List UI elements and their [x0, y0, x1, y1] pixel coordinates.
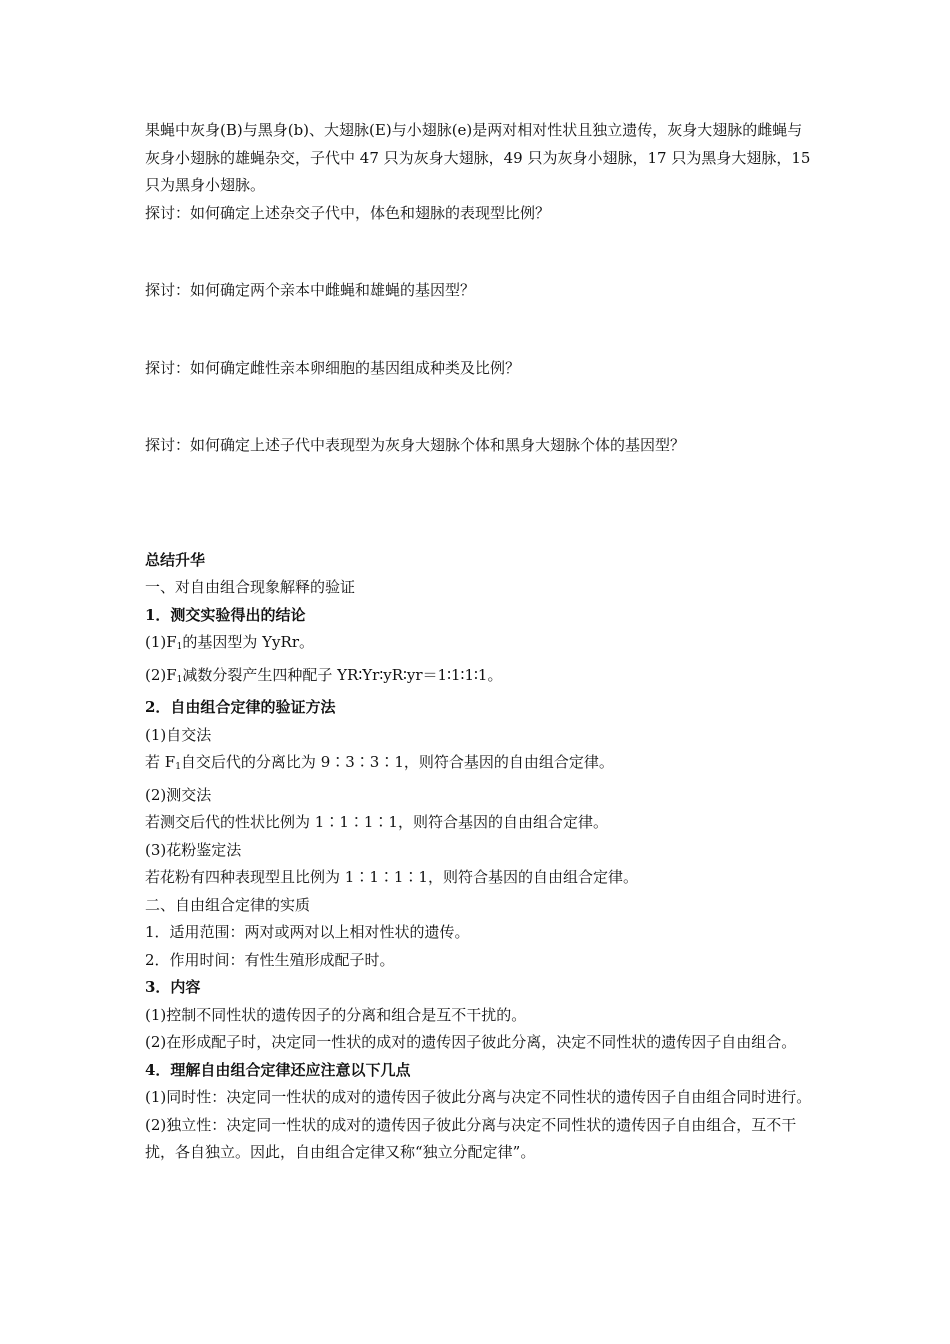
conclusion-2: $(2)F_1$减数分裂产生四种配子 YR∶Yr∶yR∶yr＝1∶1∶1∶1。 — [145, 665, 503, 685]
question-2: 探讨：如何确定两个亲本中雌蝇和雄蝇的基因型？ — [145, 281, 476, 299]
method-2-title: (2)测交法 — [145, 785, 212, 804]
subsection-2-1: 1．适用范围：两对或两对以上相对性状的遗传。 — [145, 923, 470, 941]
method-1-title: (1)自交法 — [145, 725, 212, 744]
method-1-text: 若 $F_1$自交后代的分离比为 9∶3∶3∶1，则符合基因的自由组合定律。 — [145, 753, 614, 772]
content-1: (1)控制不同性状的遗传因子的分离和组合是互不干扰的。 — [145, 1005, 527, 1024]
question-3: 探讨：如何确定雌性亲本卵细胞的基因组成种类及比例？ — [145, 358, 521, 377]
question-4: 探讨：如何确定上述子代中表现型为灰身大翅脉个体和黑身大翅脉个体的基因型？ — [145, 436, 686, 454]
subsection-1-2: 2．自由组合定律的验证方法 — [145, 698, 336, 716]
summary-title: 总结升华 — [145, 550, 206, 569]
method-3-text: 若花粉有四种表现型且比例为 1∶1∶1∶1，则符合基因的自由组合定律。 — [145, 868, 638, 886]
subsection-2-4: 4．理解自由组合定律还应注意以下几点 — [145, 1060, 411, 1079]
note-1: (1)同时性：决定同一性状的成对的遗传因子彼此分离与决定不同性状的遗传因子自由组合同时进行。 — [145, 1088, 812, 1106]
section-2-heading: 二、自由组合定律的实质 — [145, 895, 311, 914]
section-1-heading: 一、对自由组合现象解释的验证 — [145, 578, 356, 596]
subsection-2-3: 3．内容 — [145, 978, 201, 996]
method-2-text: 若测交后代的性状比例为 1∶1∶1∶1，则符合基因的自由组合定律。 — [145, 813, 608, 831]
intro-paragraph: 果蝇中灰身(B)与黑身(b)、大翅脉(E)与小翅脉(e)是两对相对性状且独立遗传，灰身大翅脉的雌蝇与灰身小翅脉的雄蝇杂交，子代中 47 只为灰身大翅脉，49 只为灰身小翅脉，17 只为黑身大翅脉，15 只为黑身小翅脉。 — [145, 121, 811, 194]
question-1: 探讨：如何确定上述杂交子代中，体色和翅脉的表现型比例？ — [145, 203, 551, 222]
subsection-1-1: 1．测交实验得出的结论 — [145, 605, 306, 624]
note-2: (2)独立性：决定同一性状的成对的遗传因子彼此分离与决定不同性状的遗传因子自由组合，互不干扰，各自独立。因此，自由组合定律又称“独立分配定律”。 — [145, 1115, 797, 1161]
subsection-2-2: 2．作用时间：有性生殖形成配子时。 — [145, 950, 395, 969]
method-3-title: (3)花粉鉴定法 — [145, 840, 242, 859]
conclusion-1: $(1)F_1$的基因型为 YyRr。 — [145, 633, 315, 652]
content-2: (2)在形成配子时，决定同一性状的成对的遗传因子彼此分离，决定不同性状的遗传因子自由组合。 — [145, 1033, 797, 1051]
document-page — [145, 117, 815, 1167]
